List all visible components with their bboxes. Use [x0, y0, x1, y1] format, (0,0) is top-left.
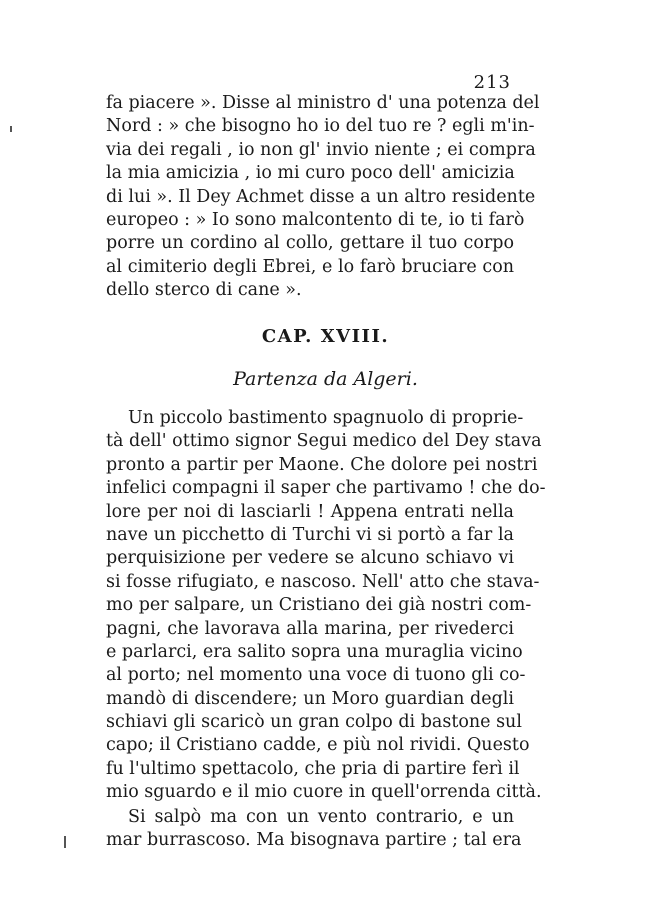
text-line: europeo : » Io sono malcontento di te, io ti farò	[106, 209, 525, 230]
text-line: si fosse rifugiato, e nascoso. Nell' atto che stava-	[106, 571, 540, 592]
text-line: fa piacere ». Disse al ministro d' una potenza del	[106, 93, 540, 113]
text-line: di lui ». Il Dey Achmet disse a un altro residente	[106, 186, 536, 207]
text-line: Nord : » che bisogno ho io del tuo re ? egli m'in-	[106, 116, 535, 137]
text-line: dello sterco di cane ».	[106, 280, 302, 301]
text-line: Si salpò ma con un vento contrario, e un	[128, 807, 514, 827]
page-number: 213	[473, 72, 511, 93]
text-line: al cimiterio degli Ebrei, e lo farò bruciare con	[106, 256, 514, 277]
margin-mark	[64, 836, 66, 848]
chapter-subtitle: Partenza da Algeri.	[233, 368, 418, 390]
text-line: la mia amicizia , io mi curo poco dell' amicizia	[106, 163, 515, 184]
text-line: porre un cordino al collo, gettare il tuo corpo	[106, 233, 514, 254]
text-line: capo; il Cristiano cadde, e più nol rividi. Questo	[106, 735, 530, 756]
text-line: mo per salpare, un Cristiano dei già nostri com-	[106, 595, 532, 616]
text-line: schiavi gli scaricò un gran colpo di bastone sul	[106, 712, 522, 733]
paragraph-top	[106, 92, 540, 303]
text-line: perquisizione per vedere se alcuno schiavo vi	[106, 548, 514, 569]
text-line: nave un picchetto di Turchi vi si portò a far la	[106, 524, 514, 545]
text-line: tà dell' ottimo signor Segui medico del Dey stava	[106, 431, 542, 452]
text-line: fu l'ultimo spettacolo, che pria di partire ferì il	[106, 758, 520, 779]
text-line: pronto a partir per Maone. Che dolore pei nostri	[106, 454, 538, 475]
text-line: mio sguardo e il mio cuore in quell'orrenda città.	[106, 782, 542, 803]
text-line: mandò di discendere; un Moro guardian degli	[106, 688, 514, 709]
text-line: infelici compagni il saper che partivamo ! che do-	[106, 478, 546, 499]
text-line: pagni, che lavorava alla marina, per rivederci	[106, 618, 514, 639]
text-line: via dei regali , io non gl' invio niente ; ei compra	[106, 139, 536, 160]
text-line: e parlarci, era salito sopra una muraglia vicino	[106, 641, 523, 662]
text-line: al porto; nel momento una voce di tuono gli co-	[106, 665, 526, 686]
paragraph-main	[106, 407, 546, 805]
text-line: lore per noi di lasciarli ! Appena entrati nella	[106, 501, 514, 522]
margin-mark	[10, 126, 12, 132]
text-line: mar burrascoso. Ma bisognava partire ; tal era	[106, 830, 522, 851]
chapter-heading: CAP. XVIII.	[261, 326, 390, 347]
paragraph-end	[106, 806, 522, 853]
text-line: Un piccolo bastimento spagnuolo di proprie-	[128, 408, 524, 428]
